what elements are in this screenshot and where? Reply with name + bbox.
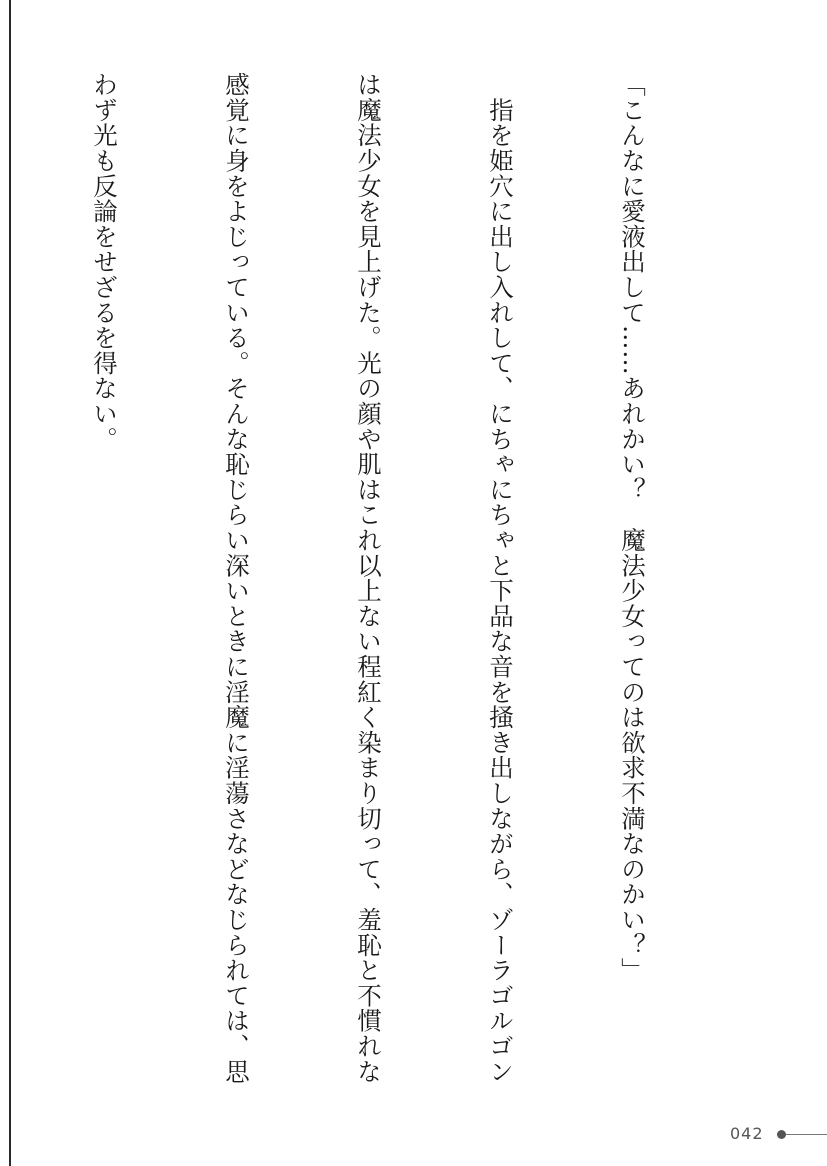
- page-footer: [730, 1124, 827, 1144]
- page-number: 042: [730, 1124, 764, 1143]
- text-line: 感覚に身をよじっている。そんな恥じらい深いときに淫魔に淫蕩さなどなじられては、思: [222, 72, 251, 1084]
- text-line: 指を姫穴に出し入れして、にちゃにちゃと下品な音を掻き出しながら、ゾーラゴルゴン: [486, 72, 515, 1084]
- text-line: は魔法少女を見上げた。光の顔や肌はこれ以上ない程紅く染まり切って、羞恥と不慣れな: [354, 72, 383, 1084]
- text-line: わず光も反論をせざるを得ない。: [90, 72, 119, 452]
- footer-divider: [786, 1134, 827, 1135]
- text-line: 「こんなに愛液出して……あれかい？ 魔法少女ってのは欲求不満なのかい？」: [618, 72, 647, 983]
- bullet-dot-icon: [777, 1130, 786, 1139]
- vertical-text-body: [62, 72, 742, 1102]
